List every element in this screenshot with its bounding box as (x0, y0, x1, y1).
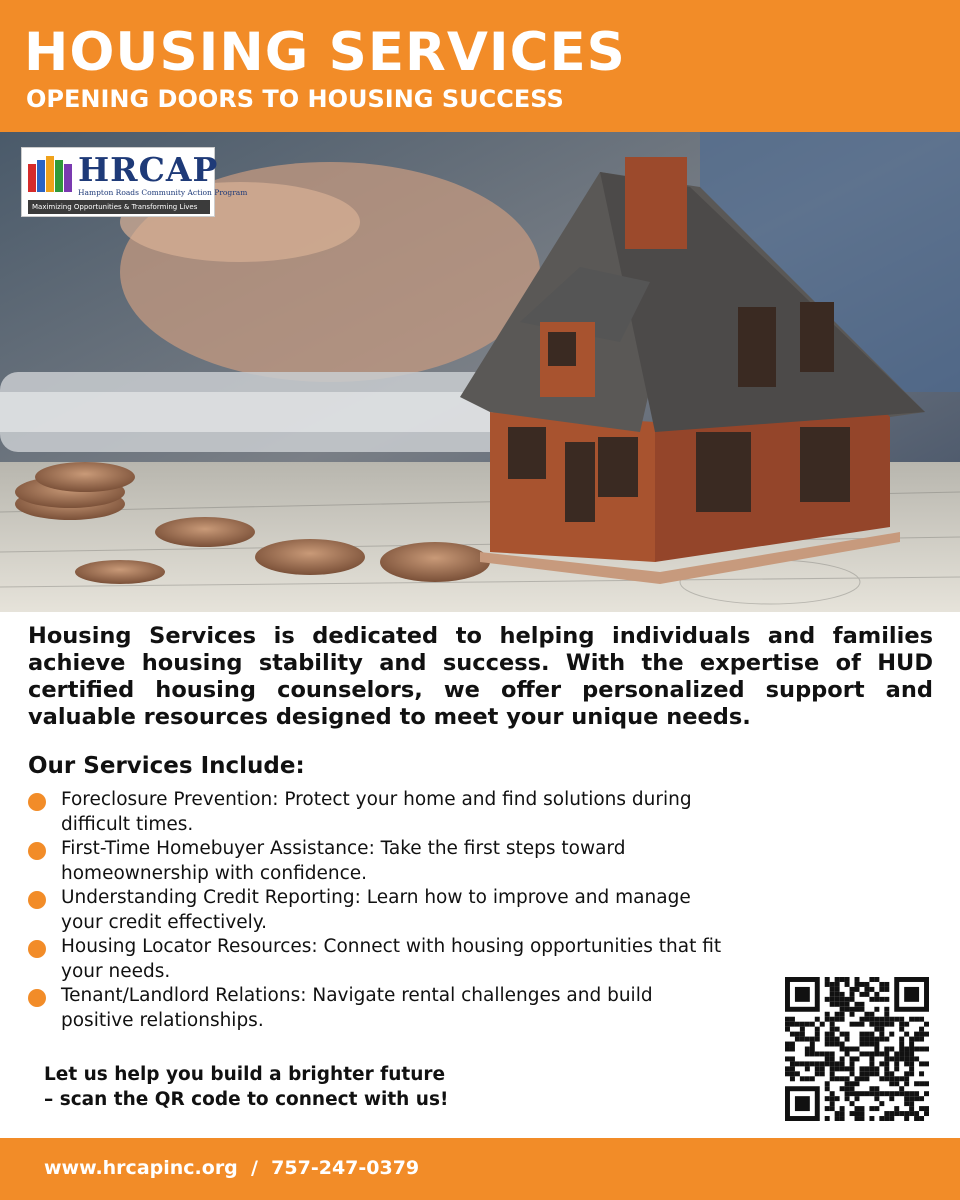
qr-code-icon[interactable] (785, 977, 929, 1121)
page-subtitle: OPENING DOORS TO HOUSING SUCCESS (26, 85, 564, 113)
cta-line-1: Let us help you build a brighter future (44, 1064, 446, 1085)
list-item (28, 836, 728, 886)
header-banner (0, 0, 960, 132)
services-list (28, 787, 728, 1032)
orange-dot-icon (28, 891, 46, 909)
service-text: First-Time Homebuyer Assistance: Take the first steps toward homeownership with confidence. (61, 838, 626, 884)
list-item (28, 885, 728, 935)
services-heading: Our Services Include: (28, 753, 305, 779)
list-item (28, 934, 728, 984)
page-title: HOUSING SERVICES (24, 22, 626, 83)
orange-dot-icon (28, 842, 46, 860)
logo-org-name: Hampton Roads Community Action Program (78, 188, 248, 197)
call-to-action (44, 1062, 448, 1112)
intro-paragraph: Housing Services is dedicated to helping individuals and families achieve housing stability and success. With the expertise of HUD certified housing counselors, we offer personalized support and valuable resources designed to meet your unique needs. (28, 623, 933, 730)
list-item (28, 983, 728, 1033)
footer-contact[interactable]: www.hrcapinc.org / 757-247-0379 (44, 1157, 420, 1179)
cta-line-2: – scan the QR code to connect with us! (44, 1089, 449, 1110)
logo-brand: HRCAP (78, 150, 219, 189)
service-text: Tenant/Landlord Relations: Navigate rental challenges and build positive relationships. (61, 985, 653, 1031)
orange-dot-icon (28, 793, 46, 811)
logo-figures-icon (28, 156, 74, 192)
service-text: Understanding Credit Reporting: Learn how to improve and manage your credit effectively. (61, 887, 691, 933)
hrcap-logo (21, 147, 248, 217)
footer-banner (0, 1138, 960, 1200)
list-item (28, 787, 728, 837)
logo-tagline: Maximizing Opportunities & Transforming Lives (28, 200, 210, 214)
service-text: Foreclosure Prevention: Protect your home and find solutions during difficult times. (61, 789, 692, 835)
service-text: Housing Locator Resources: Connect with housing opportunities that fit your needs. (61, 936, 722, 982)
orange-dot-icon (28, 989, 46, 1007)
orange-dot-icon (28, 940, 46, 958)
